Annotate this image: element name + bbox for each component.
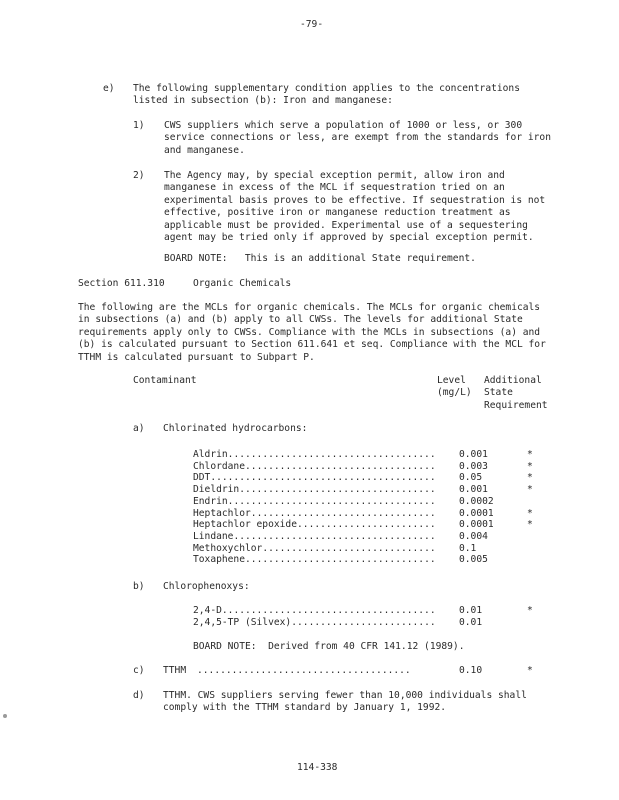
item-e-label: e) xyxy=(103,83,115,94)
state-requirement-mark: * xyxy=(527,484,533,496)
level-value: 0.001 xyxy=(459,484,488,496)
leader-dots: ................................... xyxy=(233,530,436,542)
margin-mark xyxy=(3,714,7,718)
leader-dots: ..................................... xyxy=(221,605,436,616)
level-value: 0.01 xyxy=(459,616,483,628)
group-b-label: b) xyxy=(133,581,145,592)
contaminant-name: Heptachlor xyxy=(193,507,251,519)
table-row xyxy=(193,472,543,484)
contaminant-name: Toxaphene xyxy=(193,554,245,566)
table-row xyxy=(193,531,543,543)
contaminant-name: Endrin xyxy=(193,495,228,507)
contaminant-name: DDT xyxy=(193,472,211,484)
page-number: -79- xyxy=(300,19,324,30)
table-row xyxy=(193,496,543,508)
leader-dots: ....................................... xyxy=(210,472,436,484)
leader-dots: ........................ xyxy=(297,519,436,531)
contaminant-name: Chlordane xyxy=(193,460,245,472)
section-number: Section 611.310 xyxy=(78,278,165,289)
level-value: 0.1 xyxy=(459,542,477,554)
state-requirement-mark: * xyxy=(527,460,533,472)
item-c-level: 0.10 xyxy=(459,665,483,676)
level-value: 0.004 xyxy=(459,530,488,542)
state-requirement-mark: * xyxy=(527,519,533,531)
item-c-row xyxy=(163,665,543,677)
level-value: 0.001 xyxy=(459,449,488,460)
group-a-title: Chlorinated hydrocarbons: xyxy=(163,423,308,434)
contaminant-name: 2,4-D xyxy=(193,605,222,616)
table-row xyxy=(193,554,543,566)
contaminant-name: Lindane xyxy=(193,530,234,542)
header-contaminant: Contaminant xyxy=(133,375,197,386)
item-c-mark: * xyxy=(527,665,533,676)
leader-dots: .................................... xyxy=(227,449,436,460)
section-title: Organic Chemicals xyxy=(193,278,292,289)
item-c-label: c) xyxy=(133,665,145,676)
item-e-sub2-text: The Agency may, by special exception permit, allow iron and manganese in excess of the MCL if sequestration tried on an experimental basis proves to be effective. If sequestration is not effective, positive iron or manganese reduction treatment as applicable must be provided. Experimental use of a sequestering agent may be tried only if approved by special exception permit. xyxy=(164,170,546,244)
leader-dots: ................................ xyxy=(250,507,436,519)
level-value: 0.005 xyxy=(459,554,488,566)
contaminant-name: Dieldrin xyxy=(193,484,240,496)
contaminant-name: Aldrin xyxy=(193,449,228,460)
table-row xyxy=(193,508,543,520)
footer-page-id: 114-338 xyxy=(297,762,338,773)
leader-dots: .................................... xyxy=(227,495,436,507)
table-row xyxy=(193,449,543,461)
section-intro: The following are the MCLs for organic chemicals. The MCLs for organic chemicals in subsections (a) and (b) apply to all CWSs. The levels for additional State requirements apply only to CWSs. Compliance with the MCLs in subsections (a) and (b) is calculated pursuant to Section 611.641 et seq. Compliance with the MCL for TTHM is calculated pursuant to Subpart P. xyxy=(78,302,546,363)
table-row xyxy=(193,605,543,617)
leader-dots: .................................. xyxy=(239,484,436,496)
item-e-sub1-text: CWS suppliers which serve a population of 1000 or less, or 300 service connections or less, are exempt from the standards for iron and manganese. xyxy=(164,120,551,156)
contaminant-name: Heptachlor epoxide xyxy=(193,519,297,531)
level-value: 0.01 xyxy=(459,605,483,616)
level-value: 0.003 xyxy=(459,460,488,472)
group-b-board-note: BOARD NOTE: Derived from 40 CFR 141.12 (1989). xyxy=(193,641,465,652)
item-e-board-note: BOARD NOTE: This is an additional State requirement. xyxy=(164,253,476,264)
state-requirement-mark: * xyxy=(527,449,533,460)
header-additional: Additional State Requirement xyxy=(484,375,548,411)
leader-dots: ................................. xyxy=(245,460,436,472)
state-requirement-mark: * xyxy=(527,605,533,616)
leader-dots: ......................... xyxy=(291,616,436,628)
level-value: 0.05 xyxy=(459,472,483,484)
item-e-sub2-label: 2) xyxy=(133,170,145,181)
contaminant-name: Methoxychlor xyxy=(193,542,263,554)
contaminant-name: 2,4,5-TP (Silvex) xyxy=(193,616,292,628)
item-d-label: d) xyxy=(133,690,145,701)
leader-dots: ................................. xyxy=(245,554,436,566)
table-row xyxy=(193,543,543,555)
item-e-sub1-label: 1) xyxy=(133,120,145,131)
item-c-dots: ..................................... xyxy=(197,665,411,676)
group-a-label: a) xyxy=(133,423,145,434)
state-requirement-mark: * xyxy=(527,507,533,519)
table-row xyxy=(193,617,543,629)
header-level: Level (mg/L) xyxy=(437,375,472,399)
table-row xyxy=(193,461,543,473)
leader-dots: .............................. xyxy=(262,542,436,554)
table-row xyxy=(193,519,543,531)
table-row xyxy=(193,484,543,496)
state-requirement-mark: * xyxy=(527,472,533,484)
group-b-title: Chlorophenoxys: xyxy=(163,581,250,592)
level-value: 0.0001 xyxy=(459,519,494,531)
item-e-text: The following supplementary condition applies to the concentrations listed in subsection (b): Iron and manganese: xyxy=(133,83,520,107)
level-value: 0.0001 xyxy=(459,507,494,519)
item-d-text: TTHM. CWS suppliers serving fewer than 10,000 individuals shall comply with the TTHM standard by January 1, 1992. xyxy=(163,690,527,714)
item-c-name: TTHM xyxy=(163,665,187,676)
level-value: 0.0002 xyxy=(459,495,494,507)
